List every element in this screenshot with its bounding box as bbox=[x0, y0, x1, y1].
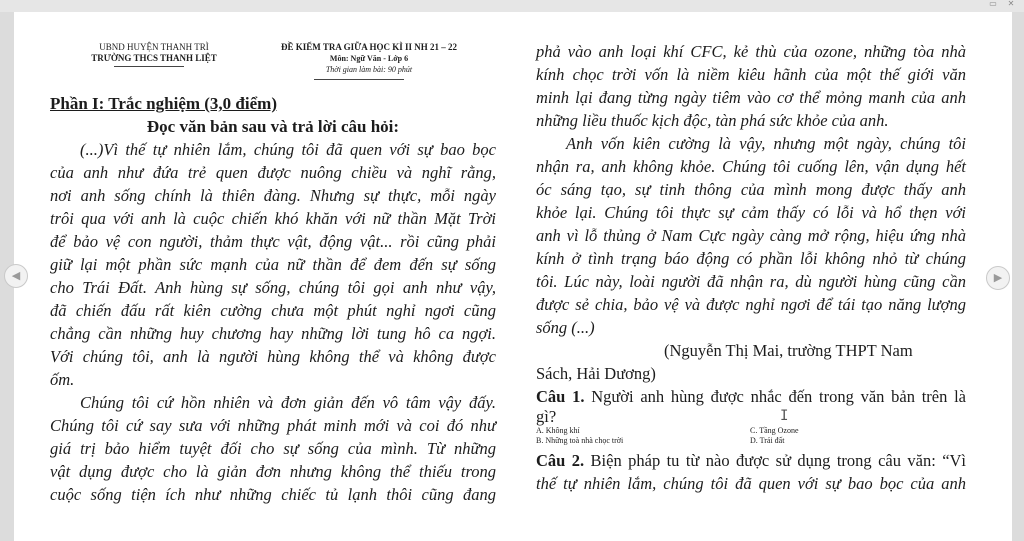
passage-line: nơi anh sống chính là thiên đàng. Nhưng sự thực, mỗi ngày bbox=[50, 186, 496, 205]
passage-line: những liều thuốc kịch độc, tàn phá sức khỏe của anh. bbox=[536, 111, 889, 130]
question-1-text: Người anh hùng được nhắc đến trong văn bản trên là bbox=[591, 387, 966, 406]
section-title: Phần I: Trắc nghiệm (3,0 điểm) bbox=[50, 94, 277, 113]
left-column bbox=[50, 92, 496, 506]
passage-line: minh lại đang từng ngày tiêm vào cơ thể mỏng manh của anh bbox=[536, 88, 966, 107]
passage-line: óc sáng tạo, sự tinh thông của mình mong được thấy anh bbox=[536, 180, 966, 199]
question-2 bbox=[536, 449, 966, 472]
exam-subject: Môn: Ngữ Văn - Lớp 6 bbox=[329, 54, 409, 63]
next-page-button[interactable]: ▶ bbox=[986, 266, 1010, 290]
document-page bbox=[11, 12, 1012, 541]
right-column bbox=[536, 40, 966, 426]
school-name: TRƯỜNG THCS THANH LIỆT bbox=[91, 53, 217, 63]
question-2-block bbox=[536, 449, 966, 495]
passage-line: ốm. bbox=[50, 370, 75, 389]
passage-line: giữ lại một phần sức mạnh của nữ thần để đem đến sự sống bbox=[50, 255, 496, 274]
prev-page-button[interactable]: ◀ bbox=[4, 264, 28, 288]
passage-line: khỏe lại. Chúng tôi thực sự cảm thấy có lỗi và hổ thẹn với bbox=[536, 203, 966, 222]
viewer-topbar bbox=[0, 0, 1024, 12]
passage-line: cho Trái Đất. Anh hùng sự sống, chúng tôi gọi anh như vậy, bbox=[50, 278, 496, 297]
passage-line: kính ở tình trạng báo động có phần lỗi không nhỏ từ chúng bbox=[536, 249, 966, 268]
exam-title: ĐỀ KIỂM TRA GIỮA HỌC KÌ II NH 21 – 22 bbox=[280, 42, 458, 52]
district-name: UBND HUYỆN THANH TRÌ bbox=[99, 42, 209, 52]
passage-line: Với chúng tôi, anh là người hùng không thể và không được bbox=[50, 347, 496, 366]
passage-line: trôi qua với anh là cuộc chiến khó khăn với nữ thần Mặt Trời bbox=[50, 209, 496, 228]
passage-line: Anh vốn kiên cường là vậy, nhưng một ngày, chúng tôi bbox=[566, 134, 966, 153]
close-icon[interactable]: ✕ bbox=[1007, 0, 1015, 8]
restore-icon[interactable]: ▭ bbox=[989, 0, 997, 8]
passage-line: để bảo vệ con người, thảm thực vật, động vật... rồi cũng phải bbox=[50, 232, 496, 251]
question-1-text-cont: gì? bbox=[536, 407, 557, 426]
option-d: D. Trái đất bbox=[750, 436, 785, 445]
exam-duration: Thời gian làm bài: 90 phút bbox=[325, 65, 413, 74]
question-1 bbox=[536, 385, 966, 408]
instruction: Đọc văn bản sau và trả lời câu hỏi: bbox=[146, 117, 400, 136]
question-2-text: Biện pháp tu từ nào được sử dụng trong câu văn: “Vì bbox=[590, 451, 967, 470]
text-cursor-icon: I bbox=[780, 408, 789, 424]
passage-line: được sẻ chia, bảo vệ và được nghỉ ngơi để tái tạo năng lượng bbox=[536, 295, 966, 314]
passage-line: Chúng tôi cứ say sưa với những phát minh mới và coi đó như bbox=[50, 416, 496, 435]
option-b: B. Những toà nhà chọc trời bbox=[536, 436, 624, 445]
passage-line: chẳng cần những huy chương hay những lời tung hô ca ngợi. bbox=[50, 324, 496, 343]
header-divider-left bbox=[114, 66, 184, 67]
passage-line: anh vì lỗ thủng ở Nam Cực ngày càng mở rộng, hiệu ứng nhà bbox=[536, 226, 966, 245]
passage-line: Chúng tôi cứ hồn nhiên và đơn giản đến vô tâm vậy đấy. bbox=[80, 393, 496, 412]
option-a: A. Không khí bbox=[536, 426, 580, 435]
question-2-text-cont: thế tự nhiên lắm, chúng tôi đã quen với sự bao bọc của anh bbox=[536, 474, 966, 493]
passage-line: đã chiến đấu rất kiên cường chưa một phút nghỉ ngơi cũng bbox=[50, 301, 496, 320]
passage-line: của anh như đứa trẻ quen được nuông chiều và nghĩ rằng, bbox=[50, 163, 496, 182]
school-header bbox=[74, 42, 234, 64]
source-citation: (Nguyễn Thị Mai, trường THPT Nam bbox=[664, 341, 913, 360]
question-1-label: Câu 1. bbox=[536, 387, 585, 406]
passage-line: vật dụng được cho là giản đơn nhưng không thể thiếu trong bbox=[50, 462, 496, 481]
passage-line: kính chọc trời vốn là niềm kiêu hãnh của một thế giới văn bbox=[536, 65, 966, 84]
exam-header bbox=[264, 42, 474, 75]
option-c: C. Tầng Ozone bbox=[750, 426, 799, 435]
question-2-label: Câu 2. bbox=[536, 451, 585, 470]
passage-line: phả vào anh loại khí CFC, kẻ thù của ozone, những tòa nhà bbox=[536, 42, 966, 61]
passage-line: giá trị bảo hiểm tuyệt đối cho sự sống của mình. Từ những bbox=[50, 439, 496, 458]
passage-line: nhận ra, anh không khỏe. Chúng tôi cuống lên, vận dụng hết bbox=[536, 157, 966, 176]
source-citation: Sách, Hải Dương) bbox=[536, 364, 656, 383]
passage-line: tôi. Lúc này, loài người đã nhận ra, dù người hùng cũng cần bbox=[536, 272, 966, 291]
header-divider-right bbox=[314, 79, 404, 80]
passage-line: cuộc sống tiện ích như những chiếc tủ lạnh thôi cũng đang bbox=[50, 485, 496, 504]
passage-line: sống (...) bbox=[536, 318, 595, 337]
passage-line: (...)Vì thế tự nhiên lắm, chúng tôi đã quen với sự bao bọc bbox=[80, 140, 496, 159]
